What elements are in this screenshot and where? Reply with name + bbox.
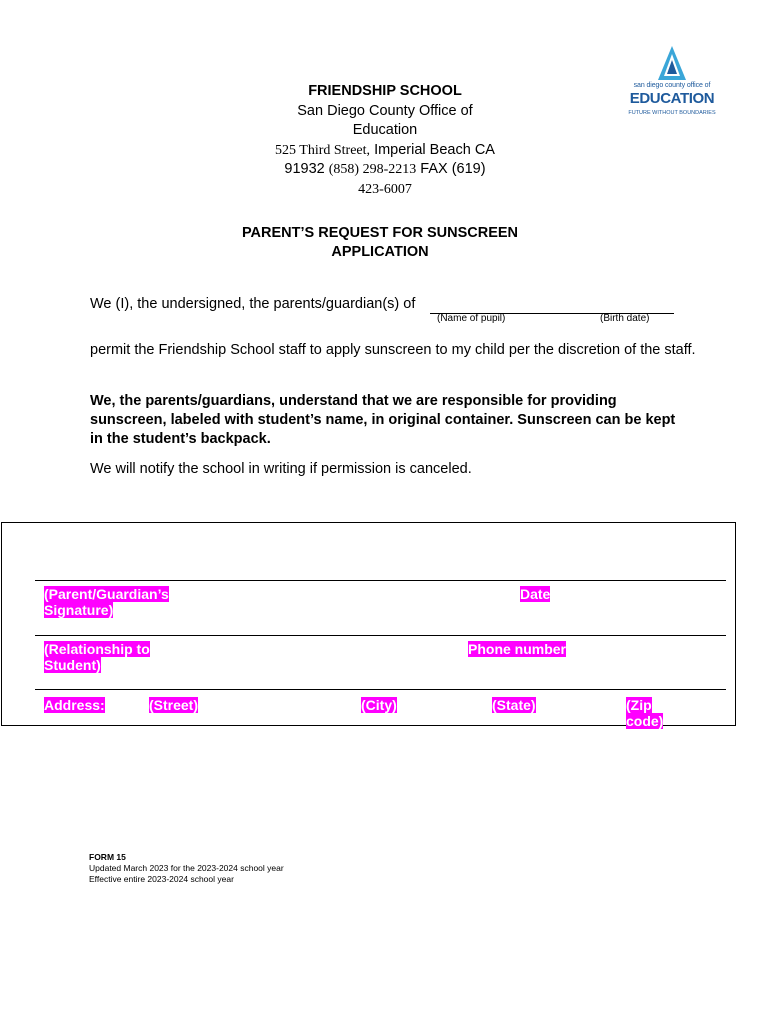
address-line-rule — [35, 689, 726, 690]
office-line-1: San Diego County Office of — [297, 102, 473, 119]
relationship-label-1: (Relationship to — [44, 641, 150, 657]
relationship-label-2: Student) — [44, 657, 101, 673]
address-label-cell — [44, 697, 105, 713]
permission-text: permit the Friendship School staff to apply sunscreen to my child per the discretion of the staff. — [90, 342, 696, 358]
parent-signature-label-1: (Parent/Guardian’s — [44, 586, 169, 602]
form-number: FORM 15 — [89, 852, 126, 862]
school-name: FRIENDSHIP SCHOOL — [308, 83, 462, 99]
address-street: 525 Third Street, — [275, 142, 371, 158]
city-label: (City) — [361, 697, 397, 713]
address-line — [250, 141, 520, 161]
logo-small-text: san diego county office of — [633, 82, 711, 89]
title-line-1: PARENT’S REQUEST FOR SUNSCREEN — [241, 225, 519, 241]
zip-code: 91932 — [284, 161, 329, 177]
parent-signature-label-2: Signature) — [44, 602, 114, 618]
zip-label-2: code) — [626, 713, 664, 729]
address-label: Address: — [44, 697, 105, 713]
phone-line — [250, 160, 520, 180]
form-footer — [89, 852, 284, 885]
street-field[interactable] — [149, 697, 198, 713]
fax-label: FAX (619) — [416, 161, 486, 177]
address-city: Imperial Beach CA — [370, 141, 495, 158]
zip-field[interactable] — [626, 697, 663, 729]
form-title — [200, 224, 560, 262]
birth-date-label: (Birth date) — [600, 313, 650, 324]
logo-tagline: FUTURE WITHOUT BOUNDARIES — [628, 110, 716, 116]
intro-text: We (I), the undersigned, the parents/guardian(s) of — [90, 296, 416, 312]
street-label: (Street) — [149, 697, 199, 713]
fax-number: 423-6007 — [358, 181, 412, 197]
phone-number: (858) 298-2213 — [328, 162, 417, 177]
state-field[interactable] — [492, 697, 536, 713]
school-header — [250, 82, 520, 199]
relationship-field[interactable] — [44, 641, 150, 673]
office-line-2: Education — [352, 122, 418, 138]
name-of-pupil-label: (Name of pupil) — [437, 313, 506, 324]
sdcoe-logo — [626, 44, 718, 120]
signature-line — [35, 580, 726, 581]
zip-label-1: (Zip — [626, 697, 652, 713]
date-label: Date — [520, 586, 551, 602]
title-line-2: APPLICATION — [331, 244, 429, 260]
date-field[interactable] — [520, 586, 550, 602]
logo-title: EDUCATION — [629, 90, 715, 107]
phone-number-label: Phone number — [468, 641, 567, 657]
state-label: (State) — [492, 697, 536, 713]
signature-table — [1, 522, 736, 729]
effective-note: Effective entire 2023-2024 school year — [89, 874, 234, 884]
notify-text: We will notify the school in writing if permission is canceled. — [90, 461, 472, 477]
updated-note: Updated March 2023 for the 2023-2024 school year — [89, 863, 284, 873]
responsibility-text: We, the parents/guardians, understand that we are responsible for providing sunscreen, labeled with student’s name, in original container. Sunscreen can be kept in the student’s backpack. — [90, 393, 676, 447]
city-field[interactable] — [361, 697, 397, 713]
relationship-line — [35, 635, 726, 636]
parent-signature-field[interactable] — [44, 586, 169, 618]
triangle-logo-icon — [626, 44, 718, 84]
phone-number-field[interactable] — [468, 641, 566, 657]
